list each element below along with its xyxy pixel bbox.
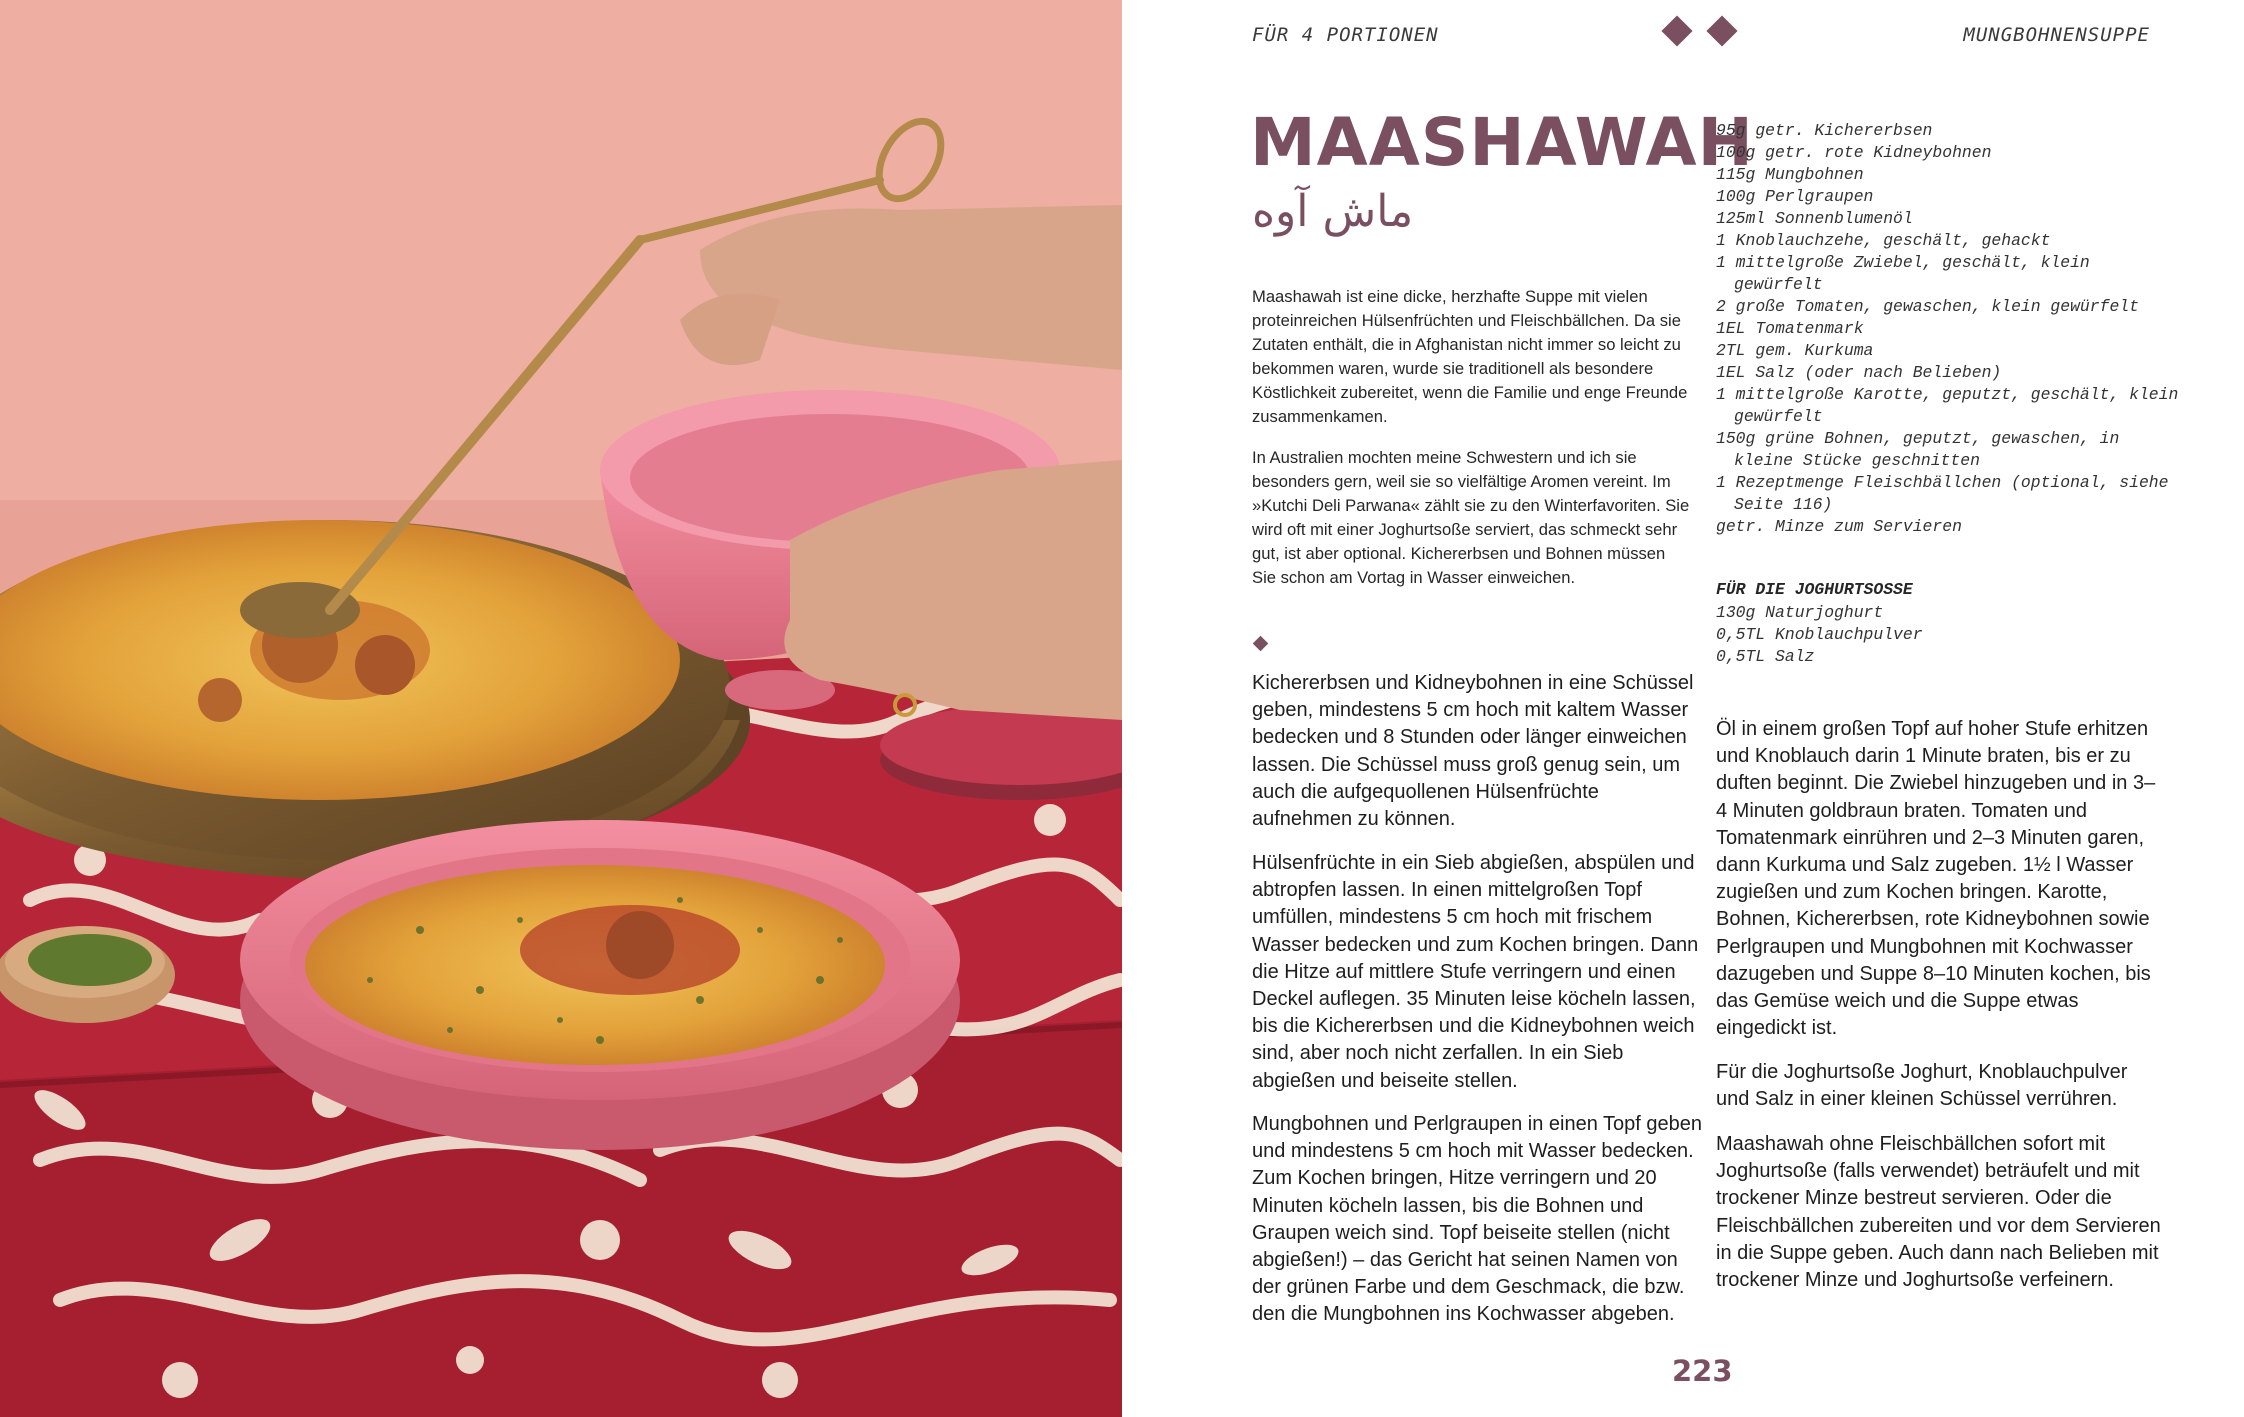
method-step: Kichererbsen und Kidneybohnen in eine Schüssel geben, mindestens 5 cm hoch mit kaltem Wasser bedecken und 8 Stunden oder länger einweichen lassen. Die Schüssel muss groß genug sein, um auch die aufgequollenen Hülsenfrüchte aufnehmen zu können. [1252,672,1694,831]
recipe-title: MAASHAWAH [1250,104,1754,181]
page-number: 223 [1672,1354,1733,1388]
method-step: Hülsenfrüchte in ein Sieb abgießen, abspülen und abtropfen lassen. In einen mittelgroßen Topf umfüllen, mindestens 5 cm hoch mit frischem Wasser bedecken und zum Kochen bringen. Dann die Hitze auf mittlere Stufe verringern und einen Deckel auflegen. 35 Minuten leise köcheln lassen, bis die Kichererbsen und die Kidneybohnen weich sind, aber noch nicht zerfallen. In ein Sieb abgießen und beiseite stellen. [1252,852,1699,1092]
ingredient-list [1716,120,2186,538]
intro-paragraph: In Australien mochten meine Schwestern und ich sie besonders gern, weil sie so vielfältige Aromen vereint. Im »Kutchi Deli Parwana« zählt sie zu den Winterfavoriten. Sie wird oft mit einer Joghurtsoße serviert, das schmeckt sehr gut, ist aber optional. Kichererbsen und Bohnen müssen Sie schon am Vortag in Wasser einweichen. [1252,448,1690,587]
divider-diamond-icon [1253,636,1269,652]
diamond-icon [1661,15,1692,46]
yogurt-ingredient-list [1716,602,2186,668]
ingredient-item: 1 Knoblauchzehe, geschält, gehackt [1716,231,2051,250]
method-step: Öl in einem großen Topf auf hoher Stufe erhitzen und Knoblauch darin 1 Minute braten, bis er zu duften beginnt. Die Zwiebel hinzugeben und in 3–4 Minuten goldbraun braten. Tomaten und Tomatenmark einrühren und 2–3 Minuten garen, dann Kurkuma und Salz zugeben. 1½ l Wasser zugießen und zum Kochen bringen. Karotte, Bohnen, Kichererbsen, rote Kidneybohnen sowie Perlgraupen und Mungbohnen mit Kochwasser dazugeben und Suppe 8–10 Minuten kochen, bis das Gemüse weich und die Suppe etwas eingedickt ist. [1716,718,2156,1040]
ingredient-item: 0,5TL Knoblauchpulver [1716,625,1923,644]
yogurt-sauce-heading: FÜR DIE JOGHURTSOSSE [1716,580,1913,599]
ingredient-item: 2TL gem. Kurkuma [1716,341,1874,360]
method-step: Für die Joghurtsoße Joghurt, Knoblauchpulver und Salz in einer kleinen Schüssel verrühren. [1716,1061,2128,1111]
method-step: Mungbohnen und Perlgraupen in einen Topf geben und mindestens 5 cm hoch mit Wasser bedecken. Zum Kochen bringen, Hitze verringern und 20 Minuten köcheln lassen, bis die Bohnen und Graupen weich sind. Topf beiseite stellen (nicht abgießen!) – das Gericht hat seinen Namen von der grünen Farbe und dem Geschmack, die bzw. den die Mungbohnen ins Kochwasser abgeben. [1252,1113,1702,1326]
ingredient-item: 1 mittelgroße Karotte, geputzt, geschält, klein gewürfelt [1716,385,2179,426]
ingredient-item: 95g getr. Kichererbsen [1716,121,1933,140]
soup-plate [240,820,960,1150]
ingredient-item: 125ml Sonnenblumenöl [1716,209,1913,228]
ingredient-item: 100g getr. rote Kidneybohnen [1716,143,1992,162]
ingredient-item: 130g Naturjoghurt [1716,603,1884,622]
ingredient-item: 115g Mungbohnen [1716,165,1864,184]
ingredient-item: 0,5TL Salz [1716,647,1815,666]
method-step: Maashawah ohne Fleischbällchen sofort mit Joghurtsoße (falls verwendet) beträufelt und mit trockener Minze bestreut servieren. Oder die Fleischbällchen zubereiten und vor dem Servieren in die Suppe geben. Auch dann nach Belieben mit trockener Minze und Joghurtsoße verfeinern. [1716,1133,2161,1292]
ingredient-item: 1EL Tomatenmark [1716,319,1864,338]
intro-paragraph: Maashawah ist eine dicke, herzhafte Suppe mit vielen proteinreichen Hülsenfrüchten und Fleischbällchen. Da sie Zutaten enthält, die in Afghanistan nicht immer so leicht zu bekommen waren, wurde sie traditionell als besondere Köstlichkeit zubereitet, wenn die Familie und enge Freunde zusammenkamen. [1252,287,1688,426]
ingredient-item: 1 mittelgroße Zwiebel, geschält, klein gewürfelt [1716,253,2090,294]
ingredient-item: 150g grüne Bohnen, geputzt, gewaschen, in kleine Stücke geschnitten [1716,429,2120,470]
ingredient-item: 1EL Salz (oder nach Belieben) [1716,363,2002,382]
serves-label: FÜR 4 PORTIONEN [1252,24,1439,46]
ingredient-item: getr. Minze zum Servieren [1716,517,1962,536]
recipe-title-persian: ماش آوه [1252,186,1414,237]
ingredient-item: 1 Rezeptmenge Fleischbällchen (optional, siehe Seite 116) [1716,473,2169,514]
ingredient-item: 2 große Tomaten, gewaschen, klein gewürfelt [1716,297,2139,316]
diamond-icon [1706,15,1737,46]
dish-type-label: MUNGBOHNENSUPPE [1963,24,2150,46]
mint-bowl [0,926,175,1023]
ingredient-item: 100g Perlgraupen [1716,187,1874,206]
